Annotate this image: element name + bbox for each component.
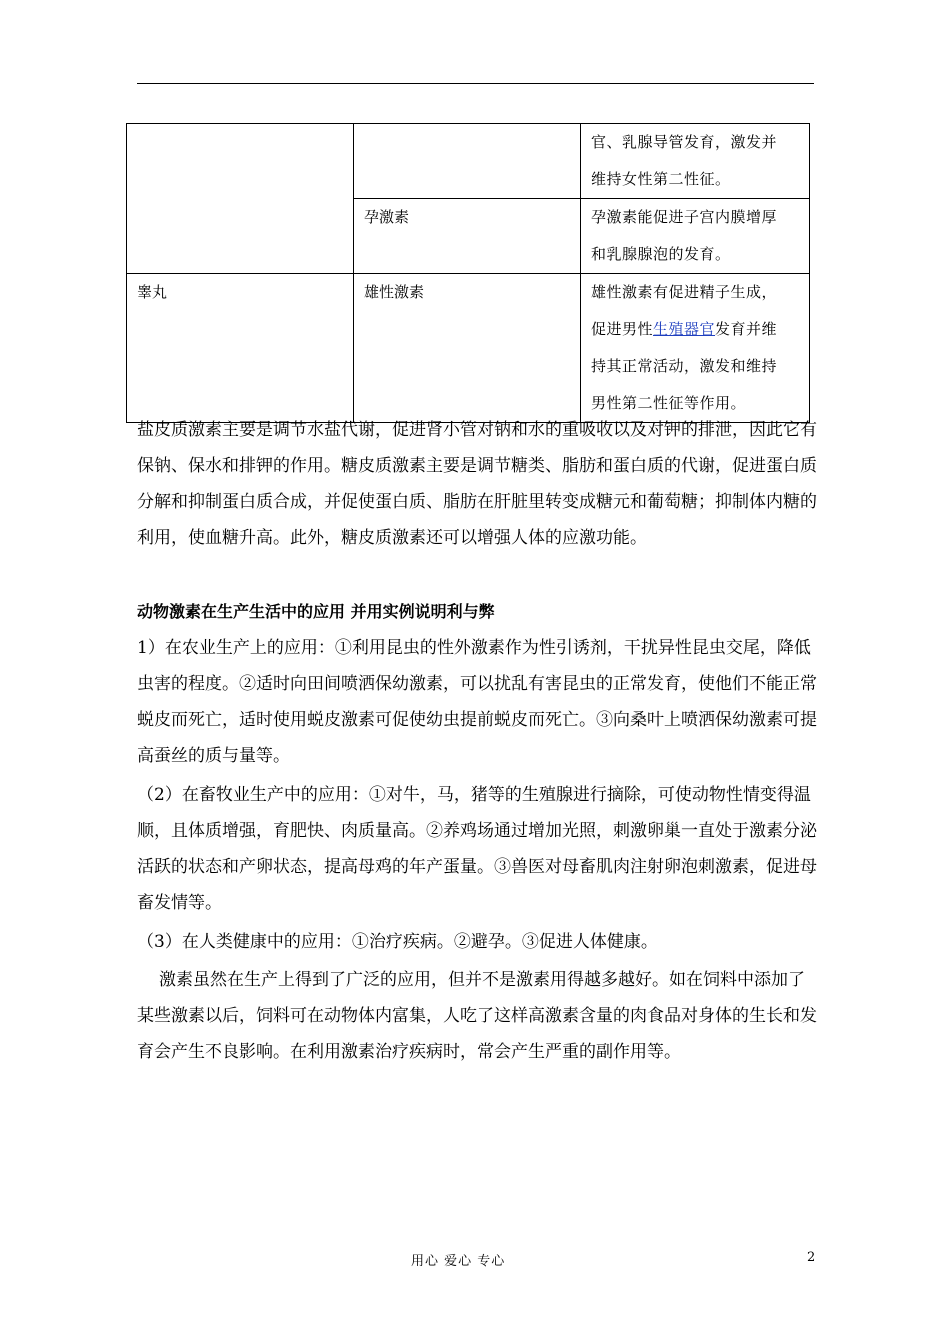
function-line: 男性第二性征等作用。 — [591, 394, 747, 412]
function-line: 孕激素能促进子宫内膜增厚 — [591, 208, 778, 226]
reproductive-organ-link[interactable]: 生殖器官 — [653, 320, 716, 338]
table-cell-function — [581, 124, 810, 199]
function-line: 官、乳腺导管发育，激发并 — [591, 133, 778, 151]
function-line — [591, 311, 799, 348]
function-text: 促进男性 — [591, 320, 654, 338]
function-text: 发育并维 — [715, 320, 778, 338]
paragraph-agriculture: 1）在农业生产上的应用：①利用昆虫的性外激素作为性引诱剂，干扰异性昆虫交尾，降低虫害的程度。②适时向田间喷洒保幼激素，可以扰乱有害昆虫的正常发育，使他们不能正常蜕皮而死亡，适时使用蜕皮激素可促使幼虫提前蜕皮而死亡。③向桑叶上喷洒保幼激素可提高蚕丝的质与量等。 — [137, 638, 817, 766]
paragraph-livestock: （2）在畜牧业生产中的应用：①对牛，马，猪等的生殖腺进行摘除，可使动物性情变得温顺，且体质增强，育肥快、肉质量高。②养鸡场通过增加光照，刺激卵巢一直处于激素分泌活跃的状态和产卵状态，提高母鸡的年产蛋量。③兽医对母畜肌肉注射卵泡刺激素，促进母畜发情等。 — [137, 785, 817, 913]
footer-motto: 用心 爱心 专心 — [411, 1254, 506, 1269]
table-row — [127, 124, 810, 199]
function-line: 维持女性第二性征。 — [591, 170, 731, 188]
table-cell-hormone: 雄性激素 — [354, 274, 581, 423]
header-rule — [137, 83, 814, 84]
table-cell-organ: 睾丸 — [127, 274, 354, 423]
table-cell-hormone: 孕激素 — [354, 199, 581, 274]
table-cell-organ — [127, 124, 354, 274]
paragraph-corticoids: 盐皮质激素主要是调节水盐代谢，促进肾小管对钠和水的重吸收以及对钾的排泄，因此它有保钠、保水和排钾的作用。糖皮质激素主要是调节糖类、脂肪和蛋白质的代谢，促进蛋白质分解和抑制蛋白质合成，并促使蛋白质、脂肪在肝脏里转变成糖元和葡萄糖；抑制体内糖的利用，使血糖升高。此外，糖皮质激素还可以增强人体的应激功能。 — [137, 420, 817, 548]
table-cell-function — [581, 274, 810, 423]
table-cell-function — [581, 199, 810, 274]
page-number: 2 — [807, 1250, 816, 1265]
hormone-table — [126, 123, 810, 423]
function-line: 和乳腺腺泡的发育。 — [591, 245, 731, 263]
function-line: 持其正常活动，激发和维持 — [591, 357, 778, 375]
table-cell-hormone — [354, 124, 581, 199]
section-heading: 动物激素在生产生活中的应用 并用实例说明利与弊 — [137, 602, 495, 621]
table-row — [127, 274, 810, 423]
function-line: 雄性激素有促进精子生成， — [591, 283, 778, 301]
paragraph-health: （3）在人类健康中的应用：①治疗疾病。②避孕。③促进人体健康。 — [137, 932, 658, 952]
paragraph-drawbacks: 激素虽然在生产上得到了广泛的应用，但并不是激素用得越多越好。如在饲料中添加了某些激素以后，饲料可在动物体内富集，人吃了这样高激素含量的肉食品对身体的生长和发育会产生不良影响。在利用激素治疗疾病时，常会产生严重的副作用等。 — [137, 970, 817, 1062]
